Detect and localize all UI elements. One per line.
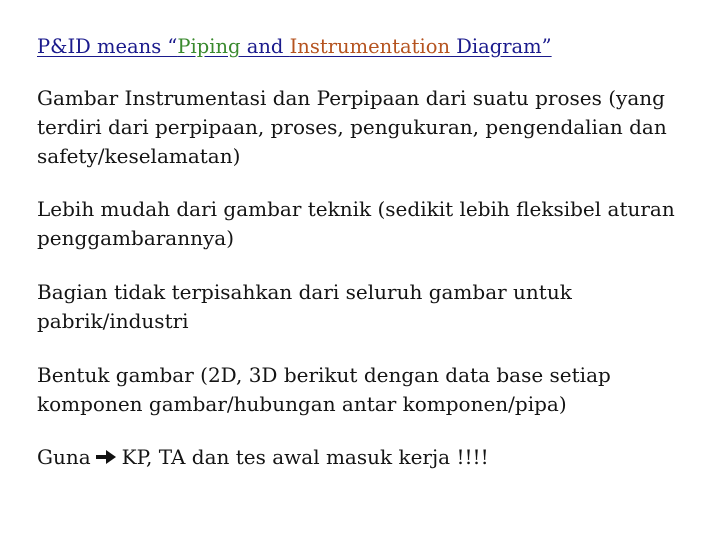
slide-content bbox=[37, 34, 687, 472]
arrow-right-icon bbox=[95, 444, 117, 460]
title-word-piping: Piping bbox=[177, 35, 241, 58]
title-word-diagram: Diagram” bbox=[450, 35, 552, 58]
slide-title bbox=[37, 34, 687, 60]
title-word-and: and bbox=[240, 35, 290, 58]
usage-text: KP, TA dan tes awal masuk kerja !!!! bbox=[121, 445, 489, 469]
title-prefix: P&ID means “ bbox=[37, 35, 178, 58]
paragraph-usage bbox=[37, 443, 687, 472]
title-word-instrumentation: Instrumentation bbox=[289, 35, 451, 58]
paragraph-easier: Lebih mudah dari gambar teknik (sedikit lebih fleksibel aturan penggambarannya) bbox=[37, 197, 675, 250]
paragraph-form: Bentuk gambar (2D, 3D berikut dengan data base setiap komponen gambar/hubungan antar komponen/pipa) bbox=[37, 363, 611, 416]
paragraph-definition: Gambar Instrumentasi dan Perpipaan dari suatu proses (yang terdiri dari perpipaan, proses, pengukuran, pengendalian dan safety/keselamatan) bbox=[37, 86, 667, 168]
paragraph-part-of: Bagian tidak terpisahkan dari seluruh gambar untuk pabrik/industri bbox=[37, 280, 572, 333]
usage-label: Guna bbox=[37, 445, 91, 469]
